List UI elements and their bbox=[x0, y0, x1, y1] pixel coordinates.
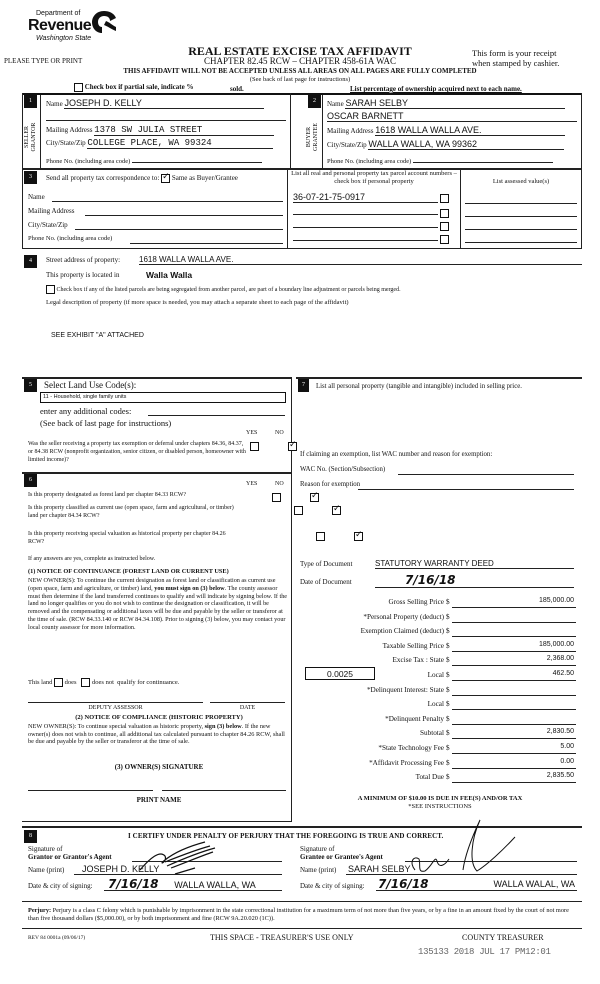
delinquent-interest-local-field[interactable] bbox=[452, 699, 576, 710]
tax-line-label: Taxable Selling Price bbox=[382, 641, 444, 650]
buyer-label: BUYER bbox=[306, 126, 312, 148]
logo-line2: Revenue bbox=[28, 17, 92, 34]
receipt-note-1: This form is your receipt bbox=[472, 48, 557, 58]
grantor-label: GRANTOR bbox=[31, 122, 37, 152]
currency-symbol: $ bbox=[446, 612, 450, 621]
grantor-date-value: 7/16/18 bbox=[108, 877, 159, 891]
historical-yes-checkbox[interactable] bbox=[316, 532, 325, 541]
partial-sale-label: Check box if partial sale, indicate % bbox=[84, 83, 194, 92]
grantor-name-label: Name (print) bbox=[28, 866, 65, 874]
see-back-note: (See back of last page for instructions) bbox=[249, 76, 351, 83]
reason-field[interactable] bbox=[358, 489, 574, 490]
grantee-date-value: 7/16/18 bbox=[378, 877, 429, 891]
buyer-phone-row bbox=[327, 155, 577, 165]
additional-codes-field[interactable] bbox=[148, 415, 285, 416]
seller-name-line-2[interactable] bbox=[46, 120, 286, 121]
seller-name-row bbox=[46, 98, 286, 109]
partial-sale-suffix: sold. bbox=[230, 85, 244, 93]
doc-date-field[interactable]: 7/16/18 bbox=[375, 573, 574, 588]
delinquent-penalty-row bbox=[300, 713, 580, 728]
dor-swirl-icon bbox=[90, 9, 118, 35]
seller-phone-row bbox=[46, 155, 286, 165]
personal-property-deduct-row bbox=[300, 611, 580, 626]
footer-rule bbox=[22, 928, 582, 929]
buyer-phone-label: Phone No. (including area code) bbox=[327, 158, 412, 165]
parcel-row bbox=[293, 205, 455, 218]
exemption-yes-checkbox[interactable] bbox=[250, 442, 259, 451]
total-due-row bbox=[300, 771, 580, 786]
doc-type-label: Type of Document bbox=[300, 560, 353, 568]
seller-label: SELLER bbox=[24, 126, 30, 148]
warning-text: THIS AFFIDAVIT WILL NOT BE ACCEPTED UNLESS ALL AREAS ON ALL PAGES ARE FULLY COMPLETED bbox=[123, 67, 477, 75]
subtotal-row bbox=[300, 727, 580, 742]
taxable-selling-price-field[interactable]: 185,000.00 bbox=[452, 641, 576, 652]
buyer-city-field[interactable]: WALLA WALLA, WA 99362 bbox=[368, 139, 564, 150]
section-6-rule bbox=[22, 472, 292, 474]
section-6-number: 6 bbox=[24, 474, 37, 487]
seller-city-row bbox=[46, 138, 286, 149]
deputy-assessor-label: DEPUTY ASSESSOR bbox=[88, 705, 143, 711]
gross-selling-price-field[interactable]: 185,000.00 bbox=[452, 597, 576, 608]
seller-city-field[interactable]: COLLEGE PLACE, WA 99324 bbox=[87, 138, 273, 149]
delinquent-interest-state-field[interactable] bbox=[452, 685, 576, 696]
s3-phone-field[interactable] bbox=[130, 243, 283, 244]
form-subtitle: CHAPTER 82.45 RCW – CHAPTER 458-61A WAC bbox=[204, 56, 396, 66]
grantee-sig-label-2: Grantee or Grantee's Agent bbox=[300, 853, 383, 861]
section-3-divider-1 bbox=[287, 169, 288, 249]
s3-name-field[interactable] bbox=[52, 201, 283, 202]
grantor-date-field[interactable] bbox=[104, 877, 282, 891]
buyer-city-label: City/State/Zip bbox=[327, 141, 367, 149]
doc-date-row bbox=[300, 573, 578, 587]
exemption-question: Was the seller receiving a property tax exemption or deferral under chapters 84.36, 84.37, or 84.38 RCW (nonprofit organization, senior citizen, or disabled person, homeowner with limited income)? bbox=[28, 441, 246, 463]
section-3-number: 3 bbox=[24, 171, 37, 184]
please-type: PLEASE TYPE OR PRINT bbox=[4, 57, 83, 65]
s3-name-label: Name bbox=[28, 193, 45, 201]
perjury-note bbox=[28, 907, 580, 923]
owner-signature-line[interactable] bbox=[28, 790, 153, 791]
perjury-text: Perjury is a class C felony which is punishable by imprisonment in the state correctional institution for a maximum term of not more than five years, or by a fine in an amount fixed by the court of not more than five thousand dollars ($5,000.00), or by both imprisonment and fine (RCW 9A.20.020 (1C)). bbox=[28, 907, 569, 922]
street-label: Street address of property: bbox=[46, 256, 121, 264]
parcel-row bbox=[293, 231, 455, 244]
notice2-text-bold: sign (3) below bbox=[204, 723, 242, 730]
minimum-note: A MINIMUM OF $10.00 IS DUE IN FEE(S) AND/OR TAX bbox=[357, 795, 523, 802]
parcel-field-4[interactable] bbox=[293, 231, 438, 241]
parcel-row bbox=[293, 192, 455, 203]
notice1-title: (1) NOTICE OF CONTINUANCE (FOREST LAND OR CURRENT USE) bbox=[28, 568, 229, 575]
notice2-text-a: NEW OWNER(S): To continue special valuation as historic property, bbox=[28, 723, 204, 730]
additional-codes-label: enter any additional codes: bbox=[40, 406, 132, 416]
grantor-date-row bbox=[28, 877, 282, 891]
continuance-row bbox=[28, 678, 179, 687]
partial-sale-row bbox=[74, 83, 193, 92]
s3-mailing-field[interactable] bbox=[85, 215, 283, 216]
wac-field[interactable] bbox=[398, 474, 574, 475]
located-label: This property is located in bbox=[46, 271, 120, 279]
parcel-field-3[interactable] bbox=[293, 218, 438, 228]
technology-fee-field[interactable]: 5.00 bbox=[452, 743, 576, 754]
historical-no-checkbox[interactable] bbox=[354, 532, 363, 541]
s3-phone-row bbox=[28, 235, 283, 242]
assessed-field-4[interactable] bbox=[465, 242, 577, 243]
tax-line-label: *Personal Property (deduct) bbox=[363, 612, 444, 621]
exemption-claimed-row bbox=[300, 625, 580, 640]
s5-no-header: NO bbox=[275, 430, 284, 436]
does-label: does bbox=[64, 678, 77, 686]
buyer-name-field-1[interactable]: SARAH SELBY bbox=[345, 98, 565, 109]
personal-property-deduct-field[interactable] bbox=[452, 612, 576, 623]
exemption-claimed-field[interactable] bbox=[452, 626, 576, 637]
section-8-number: 8 bbox=[24, 830, 37, 843]
same-as-buyer-checkbox[interactable] bbox=[161, 174, 170, 183]
historical-question: Is this property receiving special valuation as historical property per chapter 84.26 RCW? bbox=[28, 531, 226, 545]
grantee-sig-label-1: Signature of bbox=[300, 845, 335, 853]
subtotal-field[interactable]: 2,830.50 bbox=[452, 728, 576, 739]
tax-line-label: *Affidavit Processing Fee bbox=[369, 758, 444, 767]
assessor-date-line[interactable] bbox=[210, 702, 285, 703]
notice2-text-b: . If the new owner(s) does not wish to continue, all additional tax calculated pursuant to chapter 84.26 RCW, shall be due and payable by the seller or transferor at the time of sale. bbox=[28, 723, 285, 745]
section-3-divider-2 bbox=[460, 169, 461, 249]
parcel-personal-checkbox-2[interactable] bbox=[440, 209, 449, 218]
see-instructions: *SEE INSTRUCTIONS bbox=[408, 803, 472, 810]
seller-name-label: Name bbox=[46, 100, 63, 108]
excise-local-field[interactable]: 462.50 bbox=[452, 670, 576, 681]
current-use-yes-checkbox[interactable] bbox=[294, 506, 303, 515]
does-qualify-checkbox[interactable] bbox=[54, 678, 63, 687]
treasurer-stamp: 135133 2018 JUL 17 PM12:01 bbox=[418, 947, 551, 957]
segregated-row bbox=[46, 285, 401, 294]
grantor-sig-label bbox=[28, 845, 112, 861]
tax-line-label: Excise Tax : State bbox=[392, 656, 444, 665]
grantee-date-row bbox=[300, 877, 577, 891]
county-treasurer: COUNTY TREASURER bbox=[462, 933, 544, 942]
tax-line-label: Exemption Claimed (deduct) bbox=[360, 627, 444, 636]
delinquent-interest-state-row bbox=[300, 684, 580, 699]
notice2-text bbox=[28, 723, 290, 746]
seller-city-label: City/State/Zip bbox=[46, 139, 86, 147]
street-field[interactable]: 1618 WALLA WALLA AVE. bbox=[139, 255, 582, 265]
street-row bbox=[46, 256, 582, 264]
s3-phone-label: Phone No. (including area code) bbox=[28, 235, 113, 242]
excise-state-field[interactable]: 2,368.00 bbox=[452, 655, 576, 666]
grantee-date-label: Date & city of signing: bbox=[300, 882, 365, 890]
grantor-sig-label-2: Grantor or Grantor's Agent bbox=[28, 853, 112, 861]
doc-type-field[interactable]: STATUTORY WARRANTY DEED bbox=[375, 559, 574, 569]
logo-line3: Washington State bbox=[36, 35, 92, 42]
currency-symbol: $ bbox=[446, 598, 450, 606]
tax-line-label: Local bbox=[427, 700, 444, 709]
seller-side-divider bbox=[40, 95, 41, 169]
tax-line-label: *Delinquent Penalty bbox=[385, 714, 444, 723]
additional-codes-row bbox=[40, 406, 285, 416]
tax-line-label: Gross Selling Price bbox=[388, 598, 444, 606]
total-due-field[interactable]: 2,835.50 bbox=[452, 772, 576, 783]
reason-label: Reason for exemption bbox=[300, 481, 361, 488]
parcel-header: List all real and personal property tax parcel account numbers – check box if personal property bbox=[291, 170, 457, 185]
parcel-field-1[interactable]: 36-07-21-75-0917 bbox=[293, 192, 438, 203]
section-8-bottom-rule bbox=[22, 901, 582, 902]
s3-mailing-label: Mailing Address bbox=[28, 207, 75, 215]
s3-city-label: City/State/Zip bbox=[28, 221, 68, 229]
processing-fee-field[interactable]: 0.00 bbox=[452, 758, 576, 769]
deputy-assessor-line[interactable] bbox=[28, 702, 203, 703]
technology-fee-row bbox=[300, 742, 580, 757]
qualify-label: qualify for continuance. bbox=[117, 678, 180, 686]
local-rate-field[interactable]: 0.0025 bbox=[305, 667, 375, 680]
section-7-number: 7 bbox=[298, 379, 309, 392]
buyer-mailing-label: Mailing Address bbox=[327, 127, 374, 135]
currency-symbol: $ bbox=[446, 700, 450, 709]
tax-line-label: Local bbox=[427, 670, 444, 679]
parcel-field-2[interactable] bbox=[293, 205, 438, 215]
buyer-side-label bbox=[306, 122, 320, 152]
seller-name-field[interactable]: JOSEPH D. KELLY bbox=[64, 98, 264, 109]
section-2-number: 2 bbox=[308, 95, 321, 108]
partial-sale-checkbox[interactable] bbox=[74, 83, 83, 92]
personal-property-label: List all personal property (tangible and intangible) included in selling price. bbox=[316, 383, 522, 390]
tax-line-label: Total Due bbox=[415, 773, 444, 782]
section-4-number: 4 bbox=[24, 255, 37, 268]
buyer-name-field-2[interactable]: OSCAR BARNETT bbox=[327, 111, 577, 122]
does-not-qualify-checkbox[interactable] bbox=[81, 678, 90, 687]
doc-type-row bbox=[300, 560, 578, 568]
grantee-name-row bbox=[300, 866, 577, 874]
s5-yes-header: YES bbox=[246, 430, 258, 436]
processing-fee-row bbox=[300, 757, 580, 772]
currency-symbol: $ bbox=[446, 670, 450, 679]
section-5-number: 5 bbox=[24, 379, 37, 392]
if-yes-note: If any answers are yes, complete as instructed below. bbox=[28, 556, 156, 562]
s6-no-header: NO bbox=[275, 481, 284, 487]
parcel-personal-checkbox-1[interactable] bbox=[440, 194, 449, 203]
wac-label: WAC No. (Section/Subsection) bbox=[300, 466, 386, 473]
currency-symbol: $ bbox=[446, 641, 450, 650]
seller-side-label bbox=[24, 122, 38, 152]
tax-line-label: *State Technology Fee bbox=[378, 743, 444, 752]
currency-symbol: $ bbox=[446, 714, 450, 723]
tax-line-label: Subtotal bbox=[420, 729, 444, 738]
grantee-sig-label bbox=[300, 845, 383, 861]
grantor-name-row bbox=[28, 866, 282, 874]
s3-mailing-row bbox=[28, 207, 283, 215]
doc-date-label: Date of Document bbox=[300, 578, 352, 586]
currency-symbol: $ bbox=[446, 758, 450, 767]
parcel-personal-checkbox-4[interactable] bbox=[440, 235, 449, 244]
receipt-note-2: when stamped by cashier. bbox=[472, 58, 560, 68]
buyer-mailing-row bbox=[327, 125, 577, 136]
logo-line1: Department of bbox=[36, 10, 81, 17]
forest-no-checkbox[interactable] bbox=[310, 493, 319, 502]
print-name-label: PRINT NAME bbox=[136, 796, 182, 804]
grantee-name-field[interactable]: SARAH SELBY bbox=[346, 864, 577, 875]
grantor-city-value: WALLA WALLA, WA bbox=[174, 880, 256, 890]
dor-logo bbox=[28, 6, 128, 46]
perjury-bold: Perjury: bbox=[28, 907, 52, 914]
assessed-field-3[interactable] bbox=[465, 229, 577, 230]
legal-description[interactable]: SEE EXHIBIT "A" ATTACHED bbox=[51, 332, 144, 339]
section-1-number: 1 bbox=[24, 95, 37, 108]
excise-local-row bbox=[300, 669, 580, 684]
land-use-select[interactable]: 11 - Household, single family units bbox=[40, 392, 286, 403]
currency-symbol: $ bbox=[446, 685, 450, 694]
wac-row bbox=[300, 466, 578, 473]
section-7-rule bbox=[296, 377, 582, 379]
rev-number: REV 84 0001a (09/06/17) bbox=[28, 935, 86, 941]
assessed-field-1[interactable] bbox=[465, 203, 577, 204]
s3-city-row bbox=[28, 221, 283, 229]
grantor-name-field[interactable]: JOSEPH D. KELLY bbox=[74, 864, 282, 875]
delinquent-penalty-field[interactable] bbox=[452, 714, 576, 725]
s6-yes-header: YES bbox=[246, 481, 258, 487]
parcel-personal-checkbox-3[interactable] bbox=[440, 222, 449, 231]
s3-name-row bbox=[28, 193, 283, 201]
located-field[interactable]: Walla Walla bbox=[146, 270, 193, 280]
correspondence-row bbox=[46, 174, 238, 183]
tax-lines bbox=[300, 596, 580, 786]
reason-row bbox=[300, 481, 578, 488]
grantor-date-label: Date & city of signing: bbox=[28, 882, 93, 890]
notice1-text bbox=[28, 577, 290, 632]
notice1-text-b: . The county assessor must then determine if the land transferred continues to qualify and will indicate by signing below. If the land no longer qualifies or you do not wish to continue the designation or classification, it will be removed and the compensating or additional taxes will be due and payable by the seller or transferor at the time of sale. (RCW 84.33.140 or RCW 84.34.108). Prior to signing (3) below, you may contact your local county assessor for more information. bbox=[28, 584, 288, 631]
currency-symbol: $ bbox=[446, 773, 450, 782]
buyer-city-row bbox=[327, 139, 577, 150]
seller-mailing-label: Mailing Address bbox=[46, 126, 93, 134]
delinquent-interest-local-row bbox=[300, 698, 580, 713]
currency-symbol: $ bbox=[446, 627, 450, 636]
segregated-label: Check box if any of the listed parcels are being segregated from another parcel, are part of a boundary line adjustment or parcels being merged. bbox=[56, 286, 401, 293]
seller-mailing-row bbox=[46, 125, 286, 136]
exemption-claim-label: If claiming an exemption, list WAC number and reason for exemption: bbox=[300, 451, 493, 458]
same-as-buyer-label: Same as Buyer/Grantee bbox=[171, 174, 238, 183]
current-use-question: Is this property classified as current use (open space, farm and agricultural, or timber) land per chapter 84.34 RCW? bbox=[28, 505, 234, 519]
currency-symbol: $ bbox=[446, 656, 450, 665]
assessed-header: List assessed value(s) bbox=[492, 178, 550, 185]
gross-selling-price-row bbox=[300, 596, 580, 611]
buyer-side-divider bbox=[322, 95, 323, 169]
parties-divider bbox=[290, 93, 291, 169]
buyer-name-row bbox=[327, 98, 577, 109]
legal-label: Legal description of property (if more space is needed, you may attach a separate sheet to each page of the affidavit) bbox=[46, 299, 349, 306]
owner-signature-label: (3) OWNER(S) SIGNATURE bbox=[114, 763, 204, 771]
form-title: REAL ESTATE EXCISE TAX AFFIDAVIT bbox=[188, 44, 412, 58]
land-use-label: Select Land Use Code(s): bbox=[44, 380, 137, 390]
parcel-row bbox=[293, 218, 455, 231]
grantee-label: GRANTEE bbox=[313, 123, 319, 151]
grantee-city-value: WALLA WALAL, WA bbox=[493, 879, 575, 889]
notice2-title: (2) NOTICE OF COMPLIANCE (HISTORIC PROPERTY) bbox=[75, 714, 243, 721]
buyer-phone-field[interactable] bbox=[413, 155, 553, 163]
forest-question: Is this property designated as forest land per chapter 84.33 RCW? bbox=[28, 492, 187, 498]
taxable-selling-price-row bbox=[300, 640, 580, 655]
buyer-name-label: Name bbox=[327, 100, 344, 108]
seller-mailing-field[interactable]: 1378 SW JULIA STREET bbox=[94, 125, 274, 136]
exemption-no-checkbox[interactable] bbox=[288, 442, 297, 451]
seller-phone-label: Phone No. (including area code) bbox=[46, 158, 131, 165]
left-column-top-rule bbox=[22, 377, 292, 379]
seller-phone-field[interactable] bbox=[132, 155, 262, 163]
grantee-date-field[interactable] bbox=[376, 877, 577, 891]
current-use-no-checkbox[interactable] bbox=[332, 506, 341, 515]
assessed-field-2[interactable] bbox=[465, 216, 577, 217]
correspondence-label: Send all property tax correspondence to: bbox=[46, 174, 160, 183]
owner-print-line[interactable] bbox=[162, 790, 286, 791]
s5-see-back: (See back of last page for instructions) bbox=[40, 418, 172, 428]
forest-yes-checkbox[interactable] bbox=[272, 493, 281, 502]
notice1-text-a: NEW OWNER(S): To continue the current designation as forest land or classification as current use (open space, farm and agriculture, or timber) land, bbox=[28, 577, 276, 592]
segregated-checkbox[interactable] bbox=[46, 285, 55, 294]
notice1-text-bold: you must sign on (3) below bbox=[154, 584, 225, 592]
currency-symbol: $ bbox=[446, 743, 450, 752]
certify-statement: I CERTIFY UNDER PENALTY OF PERJURY THAT THE FOREGOING IS TRUE AND CORRECT. bbox=[128, 832, 444, 840]
s3-city-field[interactable] bbox=[75, 229, 283, 230]
grantee-name-label: Name (print) bbox=[300, 866, 337, 874]
buyer-mailing-field[interactable]: 1618 WALLA WALLA AVE. bbox=[375, 125, 565, 136]
assessor-date-label: DATE bbox=[239, 705, 256, 711]
does-not-label: does not bbox=[92, 678, 114, 686]
this-land-label: This land bbox=[28, 678, 53, 686]
ownership-note: List percentage of ownership acquired next to each name. bbox=[350, 85, 522, 93]
grantor-sig-label-1: Signature of bbox=[28, 845, 63, 853]
treasurer-use: THIS SPACE - TREASURER'S USE ONLY bbox=[210, 933, 354, 942]
currency-symbol: $ bbox=[446, 729, 450, 738]
tax-line-label: *Delinquent Interest: State bbox=[366, 685, 444, 694]
